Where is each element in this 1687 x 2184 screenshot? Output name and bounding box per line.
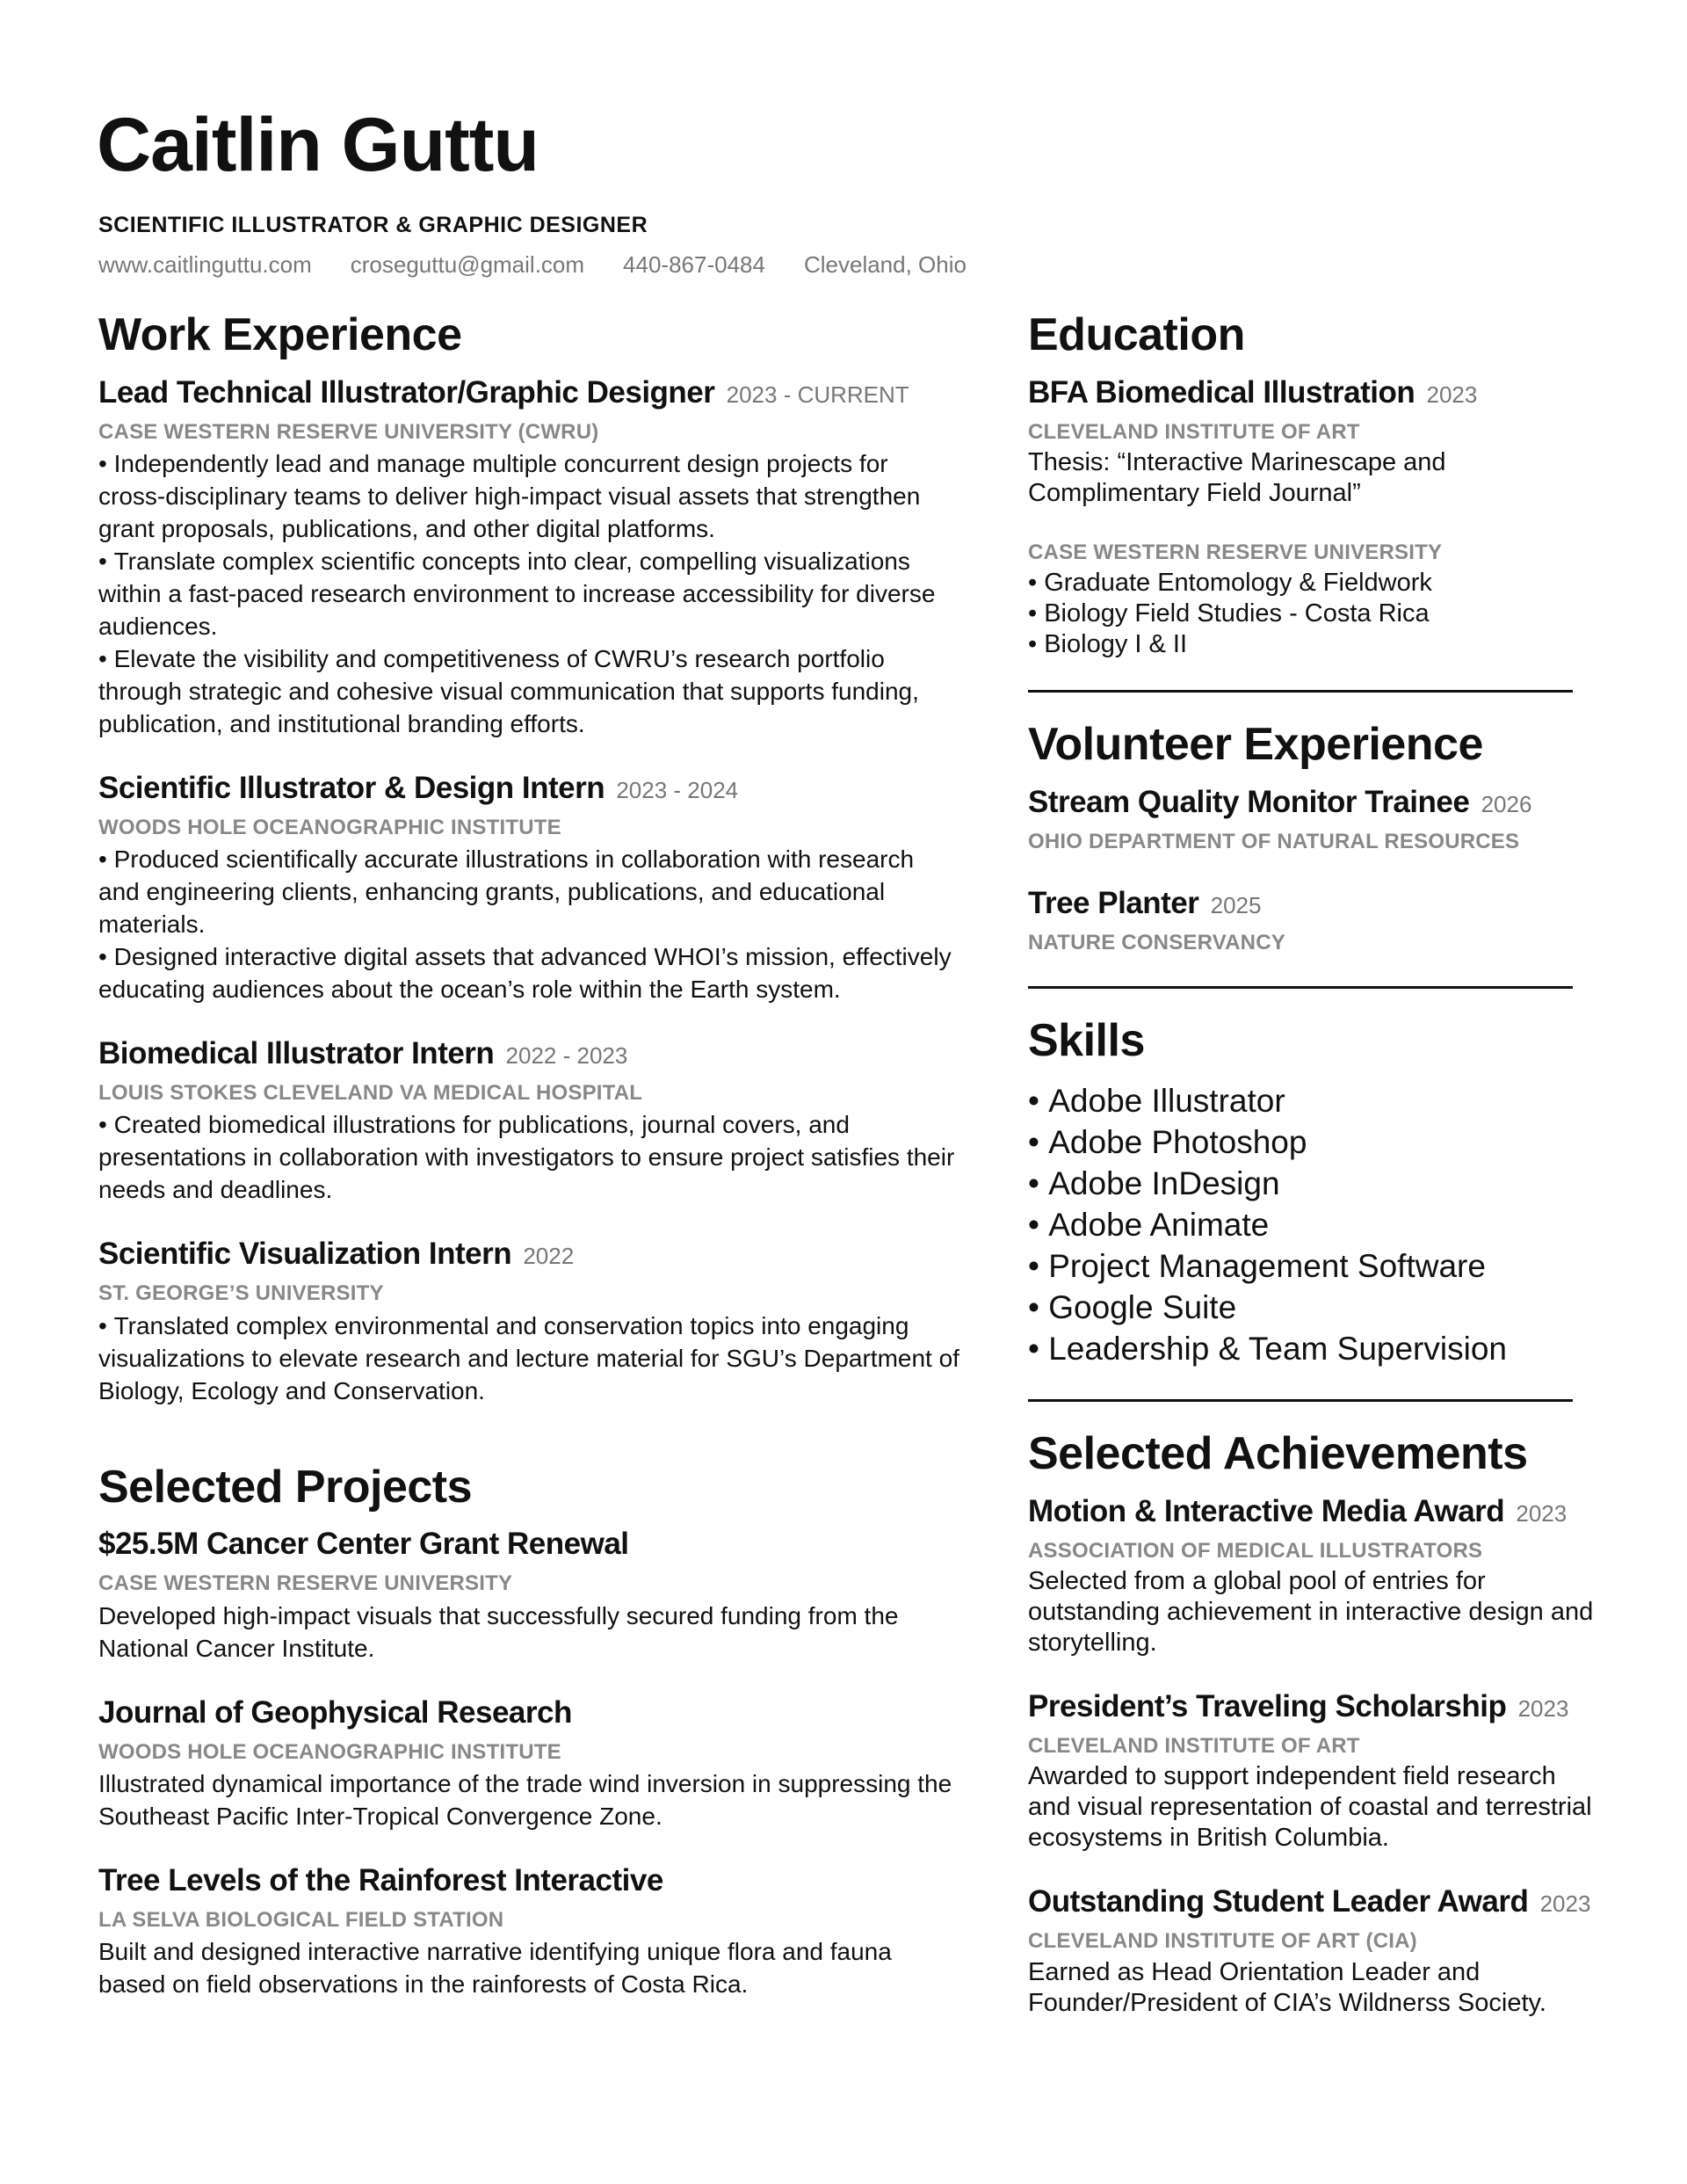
volunteer-entry (1028, 784, 1599, 855)
education-entry (1028, 374, 1599, 660)
skills-heading: Skills (1028, 1015, 1145, 1067)
volunteer-entry-heading (1028, 885, 1599, 922)
job-years: 2022 - 2023 (505, 1042, 628, 1070)
volunteer-org: OHIO DEPARTMENT OF NATURAL RESOURCES (1028, 829, 1520, 853)
job-bullet: • Translated complex environmental and conservation topics into engaging visualizations to elevate research and lecture material for SGU’s Department of Biology, Ecology and Conservation. (98, 1310, 959, 1407)
contact-line (98, 251, 967, 279)
volunteer-year: 2025 (1210, 892, 1262, 919)
course-list (1028, 568, 1599, 660)
job-bullet: • Elevate the visibility and competitiveness of CWRU’s research portfolio through strategic and cohesive visual communication that supports funding, publication, and institutional branding efforts. (98, 642, 959, 740)
job-subtitle: SCIENTIFIC ILLUSTRATOR & GRAPHIC DESIGNER (98, 213, 648, 237)
selected-projects-heading: Selected Projects (98, 1461, 473, 1513)
job-org: ST. GEORGE’S UNIVERSITY (98, 1281, 384, 1306)
section-spacer (98, 1437, 959, 1462)
candidate-name: Caitlin Guttu (97, 103, 539, 187)
achievement-name: Motion & Interactive Media Award (1028, 1493, 1505, 1528)
skill-item: • Leadership & Team Supervision (1028, 1328, 1599, 1369)
website-link[interactable]: www.caitlinguttu.com (98, 251, 312, 278)
work-experience-heading: Work Experience (98, 309, 462, 360)
skill-item: • Adobe Animate (1028, 1204, 1599, 1245)
project-desc: Developed high-impact visuals that successfully secured funding from the National Cancer Institute. (98, 1601, 899, 1662)
section-divider (1028, 690, 1573, 693)
volunteer-entry (1028, 885, 1599, 956)
job-bullet: • Independently lead and manage multiple concurrent design projects for cross-disciplinary teams to deliver high-impact visual assets that strengthen grant proposals, publications, and other digital platforms. (98, 447, 959, 545)
work-entry (98, 770, 959, 1005)
thesis (1028, 447, 1599, 509)
volunteer-heading: Volunteer Experience (1028, 719, 1483, 771)
job-org: LOUIS STOKES CLEVELAND VA MEDICAL HOSPITAL (98, 1081, 643, 1106)
skill-item: • Adobe Illustrator (1028, 1080, 1599, 1121)
project-entry (98, 1694, 959, 1832)
job-bullets (98, 447, 959, 740)
job-role: Biomedical Illustrator Intern (98, 1036, 495, 1071)
project-org: LA SELVA BIOLOGICAL FIELD STATION (98, 1907, 504, 1932)
phone-number: 440-867-0484 (623, 251, 765, 278)
job-bullets (98, 1108, 959, 1206)
email-link[interactable]: croseguttu@gmail.com (350, 251, 585, 278)
achievement-name: President’s Traveling Scholarship (1028, 1689, 1507, 1724)
section-divider (1028, 1399, 1573, 1402)
achievement-year: 2023 (1516, 1499, 1568, 1527)
achievement-entry (1028, 1688, 1599, 1854)
achievement-year: 2023 (1539, 1890, 1591, 1918)
achievement-entry (1028, 1493, 1599, 1658)
achievement-org: ASSOCIATION OF MEDICAL ILLUSTRATORS (1028, 1538, 1483, 1563)
job-org: WOODS HOLE OCEANOGRAPHIC INSTITUTE (98, 815, 561, 839)
achievement-entry (1028, 1883, 1599, 2018)
achievement-heading (1028, 1493, 1599, 1530)
skill-item: • Google Suite (1028, 1287, 1599, 1328)
volunteer-year: 2026 (1481, 790, 1532, 817)
work-entry-heading (98, 1035, 959, 1072)
project-org: CASE WESTERN RESERVE UNIVERSITY (98, 1571, 513, 1596)
achievement-year: 2023 (1517, 1695, 1569, 1723)
job-bullets (98, 1310, 959, 1407)
project-name: Tree Levels of the Rainforest Interactive (98, 1862, 663, 1897)
thesis-text: “Interactive Marinescape and Complimentary Field Journal” (1028, 447, 1446, 507)
course-item: • Biology I & II (1028, 629, 1599, 660)
project-org: WOODS HOLE OCEANOGRAPHIC INSTITUTE (98, 1739, 561, 1764)
job-bullet: • Designed interactive digital assets that advanced WHOI’s mission, effectively educating audiences about the ocean’s role within the Earth system. (98, 940, 959, 1005)
work-entry-heading (98, 770, 959, 807)
degree-name: BFA Biomedical Illustration (1028, 374, 1415, 410)
job-role: Scientific Visualization Intern (98, 1237, 512, 1272)
project-desc: Built and designed interactive narrative identifying unique flora and fauna based on field observations in the rainforests of Costa Rica. (98, 1937, 892, 1998)
project-entry (98, 1526, 959, 1664)
volunteer-role: Tree Planter (1028, 886, 1199, 921)
job-bullet: • Translate complex scientific concepts into clear, compelling visualizations within a fast-paced research environment to increase accessibility for diverse audiences. (98, 545, 959, 642)
degree-year: 2023 (1426, 381, 1478, 408)
right-column (1028, 309, 1599, 2049)
achievement-heading (1028, 1883, 1599, 1920)
thesis-label: Thesis: (1028, 447, 1111, 476)
work-entry (98, 1236, 959, 1406)
achievement-org: CLEVELAND INSTITUTE OF ART (1028, 1734, 1360, 1759)
job-years: 2023 - 2024 (616, 776, 739, 803)
project-name: Journal of Geophysical Research (98, 1694, 572, 1730)
project-desc: Illustrated dynamical importance of the trade wind inversion in suppressing the Southeast Pacific Inter-Tropical Convergence Zone. (98, 1769, 952, 1830)
work-entry (98, 1035, 959, 1206)
achievements-heading: Selected Achievements (1028, 1428, 1528, 1480)
job-bullet: • Created biomedical illustrations for publications, journal covers, and presentations in collaboration with investigators to ensure project satisfies their needs and deadlines. (98, 1108, 959, 1206)
volunteer-entry-heading (1028, 784, 1599, 821)
work-entry (98, 374, 959, 740)
job-years: 2023 - CURRENT (726, 381, 909, 408)
skills-list (1028, 1080, 1599, 1369)
work-entry-heading (98, 1236, 959, 1273)
degree-school: CLEVELAND INSTITUTE OF ART (1028, 419, 1360, 444)
job-bullet: • Produced scientifically accurate illustrations in collaboration with research and engineering clients, enhancing grants, publications, and educational materials. (98, 843, 959, 940)
achievement-desc: Earned as Head Orientation Leader and Founder/President of CIA’s Wildnerss Society. (1028, 1957, 1546, 2017)
degree-heading (1028, 374, 1599, 411)
achievement-desc: Selected from a global pool of entries for outstanding achievement in interactive design and storytelling. (1028, 1567, 1594, 1658)
project-entry (98, 1862, 959, 2000)
job-years: 2022 (523, 1243, 575, 1270)
skill-item: • Adobe InDesign (1028, 1163, 1599, 1204)
coursework-school: CASE WESTERN RESERVE UNIVERSITY (1028, 540, 1443, 564)
achievement-name: Outstanding Student Leader Award (1028, 1884, 1529, 1919)
volunteer-role: Stream Quality Monitor Trainee (1028, 784, 1470, 819)
work-entry-heading (98, 374, 959, 411)
course-item: • Biology Field Studies - Costa Rica (1028, 599, 1599, 629)
job-role: Scientific Illustrator & Design Intern (98, 770, 605, 805)
project-name: $25.5M Cancer Center Grant Renewal (98, 1527, 629, 1562)
skill-item: • Adobe Photoshop (1028, 1121, 1599, 1163)
left-column (98, 309, 959, 2030)
job-role: Lead Technical Illustrator/Graphic Designer (98, 374, 715, 410)
section-divider (1028, 986, 1573, 989)
skill-item: • Project Management Software (1028, 1245, 1599, 1287)
volunteer-org: NATURE CONSERVANCY (1028, 931, 1285, 955)
job-bullets (98, 843, 959, 1005)
location: Cleveland, Ohio (803, 251, 967, 278)
education-heading: Education (1028, 309, 1245, 360)
job-org: CASE WESTERN RESERVE UNIVERSITY (CWRU) (98, 419, 599, 444)
course-item: • Graduate Entomology & Fieldwork (1028, 568, 1599, 599)
achievement-desc: Awarded to support independent field research and visual representation of coastal and terrestrial ecosystems in British Columbia. (1028, 1762, 1592, 1853)
achievement-heading (1028, 1688, 1599, 1725)
achievement-org: CLEVELAND INSTITUTE OF ART (CIA) (1028, 1929, 1417, 1954)
